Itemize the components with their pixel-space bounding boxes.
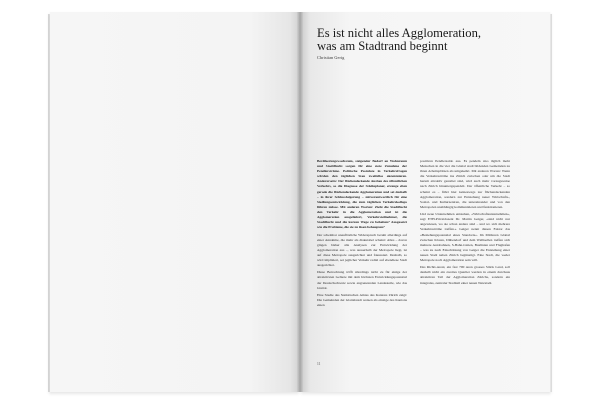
article-title-line: was am Stadtrand beginnt (317, 39, 448, 53)
lead-paragraph: Bevölkerungswachstum, steigender Bedarf an Wohnraum und Stadtflucht sorgen für eine stete Zunahme der Pendlerströme. Politische Postulate in Verkehrsfragen würden den täglichen Stau zweifellos akzentuieren. Andererseits: Der flächendeckende Ausbau des öffentlichen Verkehrs, so die Diagnose der Städteplaner, erzeuge eben gerade die flächendeckende Agglomeration und sei deshalb – in ihrer Schlussfolgerung – mitverantwortlich für eine Siedlungsentwicklung, die zum täglichen Verkehrskollaps führen müsse. Mit anderen Worten: Zieht die Stadtflucht den Verkehr in die Agglomeration und ist die Agglomeration ausgeliefert, Verkehrsteilnehmer, die Stadtflucht und die kurzen Wege zu behalten? Ausgesetzt wie die Probleme, die sie zu lösen behaupten? (317, 159, 407, 230)
page-number: 11 (317, 362, 321, 366)
right-page-edge (550, 14, 552, 392)
book-gutter (297, 12, 303, 392)
article-title (317, 27, 527, 53)
left-page (50, 12, 300, 392)
body-paragraph: Eine Studie des Statistischen Amtes des Kantons Zürich zeigt: Die Gemeinden der Glattalstadt weisen als einzige des Kantons einen (317, 292, 407, 308)
article-title-line: Es ist nicht alles Agglomeration, (317, 26, 482, 40)
text-column-left (317, 159, 407, 310)
body-paragraph: positiven Pendlersaldo aus. Es pendeln also täglich mehr Menschen in die vier die Glattal stadt bildenden Gemeinden zu ihren Arbeitsplätzen als umgekehrt. Mit anderen Worten: Wenn die Verkehrsströme ins Zürich zwischen oder um die Stadt herum attraktiv gestaltet sind, wird auch mehr vorzugsweise nach Zürich hinuntergependelt. Der öffentliche Verkehr – so scheint es – führt hier keineswegs zur flächendeckenden Agglomeration, sondern zur Entstehung neuer Wirtschafts-, Sozial- und Kulturzentren, die untereinander und von den Metropolen unabhängig kommunizieren und funktionieren. (420, 159, 510, 209)
body-paragraph: Und neue Unternehmen entstehen, «Wirtschaftsunternehmen», sagt ETH-Privatdozent Dr. Martin Geiger, «sind nicht nur angewiesen, wo sie schon andere sind – und wo sich mehrere Verkehrsströme treffen.» Geiger nennt diesen Faktor das «Beziehungspotenzial eines Standorts». Im Mittleren Glattal zwischen Kloten, Dübendorf und dem Wallisellen treffen sich mehrere Autobahnen, S-Bahn-Linien, Buslinien und Flughafen – was zu nach Einschätzung von Geiger die Entstehung einer neuen Stadt neben Zürich begünstigt. Eine Stadt, die weder Metropole noch Agglomeration sein will. (420, 212, 510, 262)
text-column-right (420, 159, 510, 288)
body-paragraph: Das Richti-Areal, ein fast 700 Aren grosses Stück Land, soll deshalb nicht ein zweites Quartier werden in einem durchaus attraktiven Teil der Agglomeration Zürichs, sondern ein integrales, zentraler Stadtteil einer neuen Netzstadt. (420, 265, 510, 285)
body-paragraph: Diese Betrachtung trifft allerdings nicht zu für einige der attraktivsten Gebiete mit dem höchsten Entwicklungspotenzial der Deutschschweiz sowie angrenzenden Landesteile, wie das Glattal. (317, 270, 407, 290)
body-paragraph: Der scheinbar unauflösliche Widerspruch beruht allerdings auf einer Annahme, die mehr als diskutabel scheint: Alles – davon gingen bisher alle Analysen zur Entwicklung der Agglomeration aus –, was ausserhalb der Metropole liegt, ist auf diese Metropole ausgerichtet und fokussiert. Deshalb, so wird impliziert, sei jeglicher Verkehr radial auf ebendiese Stadt ausgerichtet. (317, 232, 407, 268)
article-author: Christian Gerig (317, 55, 345, 60)
